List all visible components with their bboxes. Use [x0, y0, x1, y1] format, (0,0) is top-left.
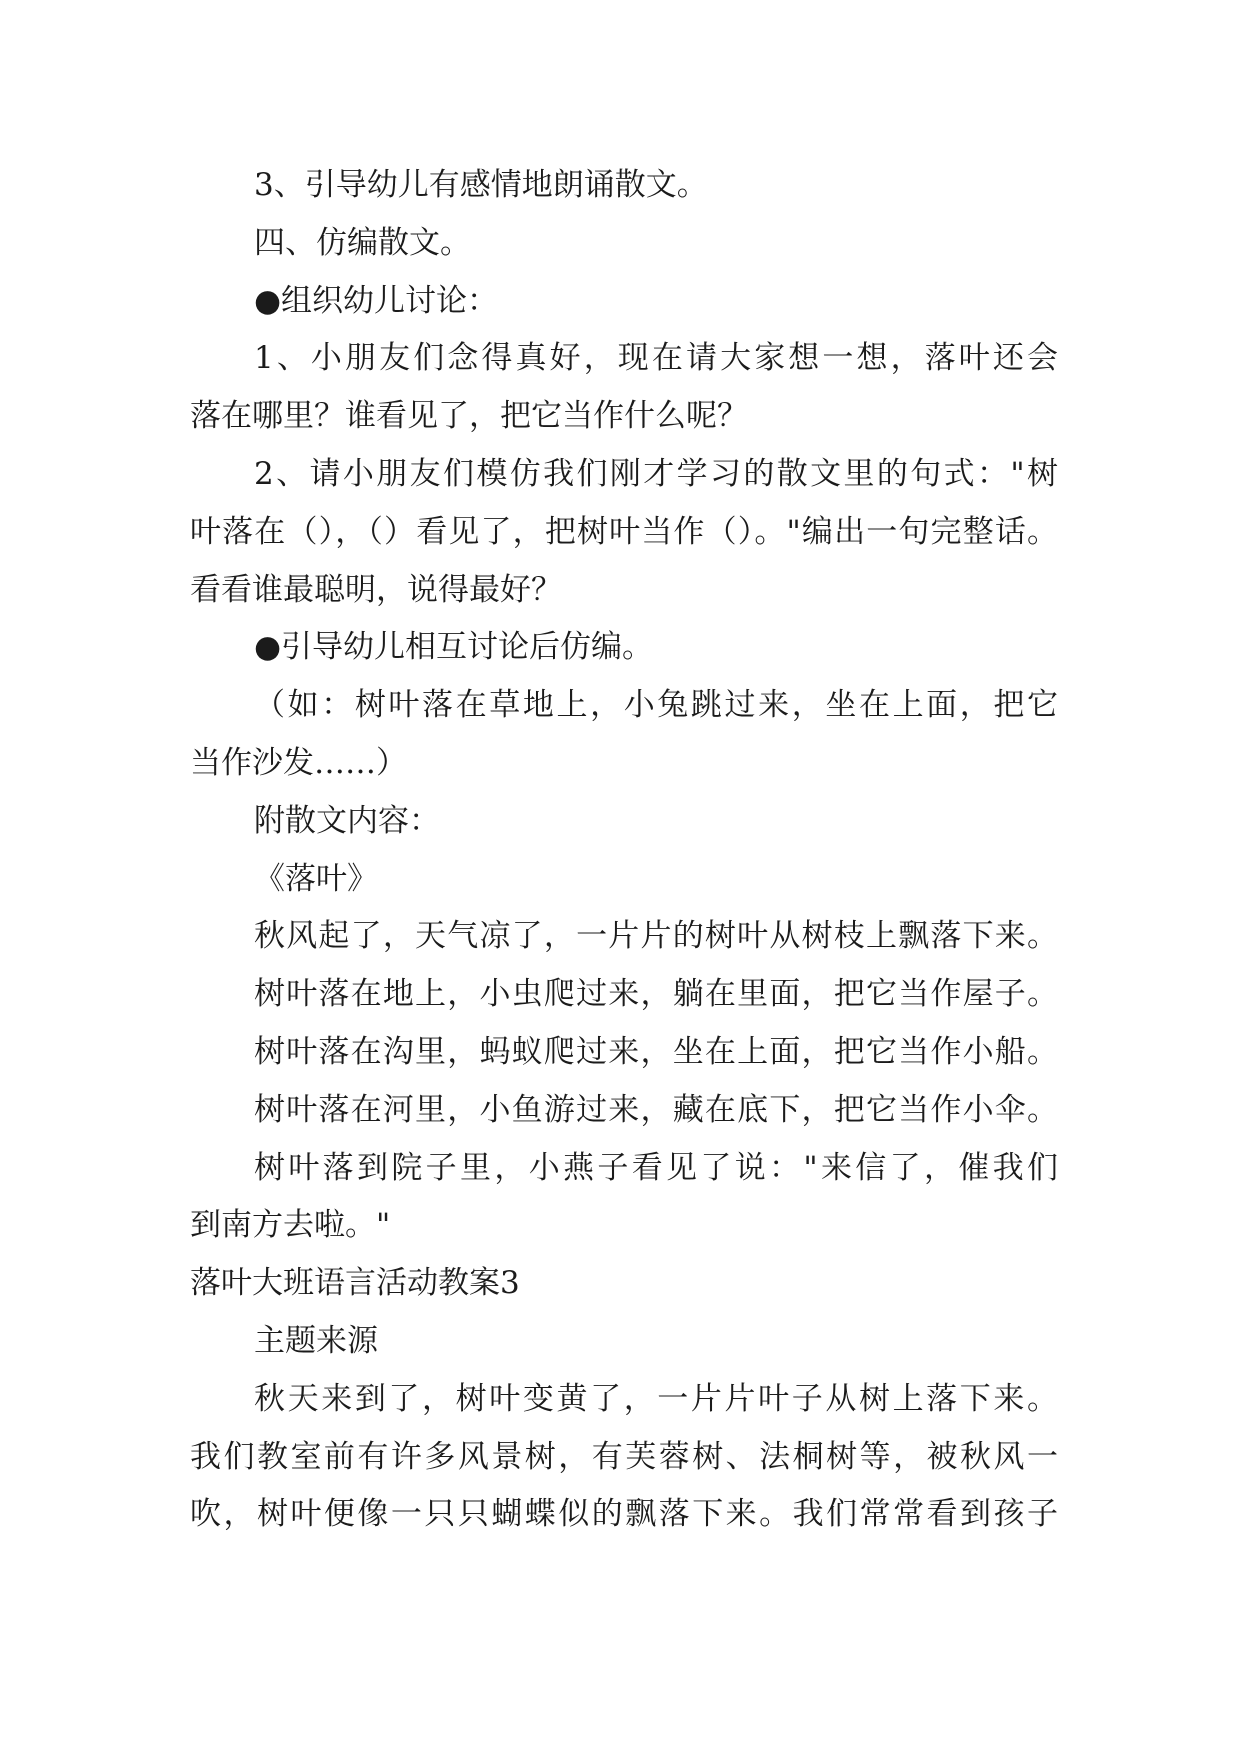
poem-line: 秋风起了，天气凉了，一片片的树叶从树枝上飘落下来。 — [254, 918, 1058, 954]
paragraph-line: 当作沙发……） — [190, 745, 407, 781]
paragraph-line: 落在哪里？谁看见了，把它当作什么呢？ — [190, 398, 748, 434]
poem-title: 《落叶》 — [254, 861, 378, 897]
poem-line: 到南方去啦。" — [190, 1207, 391, 1243]
paragraph-line: 叶落在（），（）看见了，把树叶当作（）。"编出一句完整话。 — [190, 514, 1058, 550]
paragraph-line: 吹，树叶便像一只只蝴蝶似的飘落下来。我们常常看到孩子 — [190, 1496, 1058, 1532]
poem-line: 树叶落在沟里，蚂蚁爬过来，坐在上面，把它当作小船。 — [254, 1034, 1058, 1070]
paragraph-line: 我们教室前有许多风景树，有芙蓉树、法桐树等，被秋风一 — [190, 1439, 1058, 1475]
paragraph-line: （如：树叶落在草地上，小兔跳过来，坐在上面，把它 — [254, 687, 1058, 723]
paragraph-line: 秋天来到了，树叶变黄了，一片片叶子从树上落下来。 — [254, 1381, 1058, 1417]
bullet-discussion: ●组织幼儿讨论： — [254, 283, 499, 319]
step-3-text: 3、引导幼儿有感情地朗诵散文。 — [254, 167, 708, 203]
section-4-heading: 四、仿编散文。 — [254, 225, 471, 261]
paragraph-line: 2、请小朋友们模仿我们刚才学习的散文里的句式："树 — [254, 456, 1058, 492]
section-heading: 落叶大班语言活动教案3 — [190, 1265, 520, 1301]
poem-line: 树叶落在地上，小虫爬过来，躺在里面，把它当作屋子。 — [254, 976, 1058, 1012]
poem-line: 树叶落到院子里，小燕子看见了说："来信了，催我们 — [254, 1150, 1058, 1186]
bullet-guide: ●引导幼儿相互讨论后仿编。 — [254, 629, 654, 665]
appendix-label: 附散文内容： — [254, 803, 440, 839]
poem-line: 树叶落在河里，小鱼游过来，藏在底下，把它当作小伞。 — [254, 1092, 1058, 1128]
subsection-heading: 主题来源 — [254, 1323, 378, 1359]
paragraph-line: 看看谁最聪明，说得最好？ — [190, 572, 562, 608]
paragraph-line: 1、小朋友们念得真好，现在请大家想一想，落叶还会 — [254, 340, 1058, 376]
